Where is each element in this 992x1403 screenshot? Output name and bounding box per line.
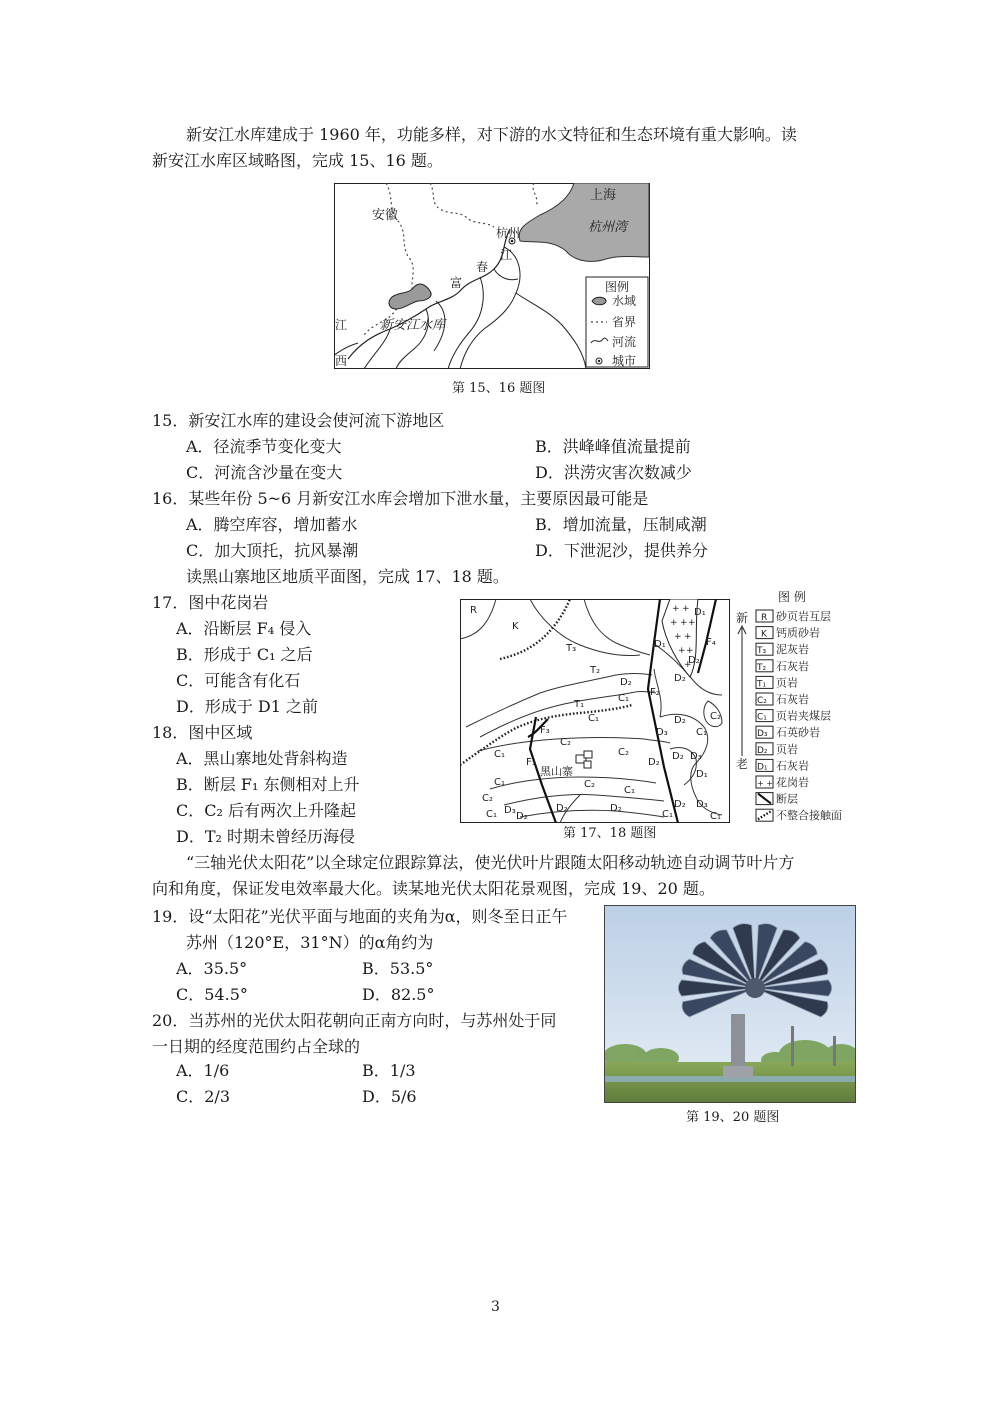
- q17-option-b: B．形成于 C₁ 之后: [176, 645, 313, 664]
- svg-text:+: +: [684, 632, 692, 642]
- legend-code: T₃: [757, 646, 767, 657]
- svg-text:C₂: C₂: [710, 711, 721, 722]
- legend-text: 石灰岩: [776, 659, 809, 673]
- legend-text: 不整合接触面: [776, 809, 842, 823]
- legend-text: 石灰岩: [776, 759, 809, 773]
- svg-text:+: +: [680, 618, 688, 628]
- q16-stem: 16．某些年份 5~6 月新安江水库会增加下泄水量，主要原因最可能是: [152, 489, 649, 508]
- q17-option-a: A．沿断层 F₄ 侵入: [176, 619, 312, 638]
- legend-old-label: 老: [736, 757, 749, 771]
- svg-text:D₂: D₂: [674, 715, 686, 726]
- svg-text:F₃: F₃: [540, 725, 550, 736]
- legend-text: 页岩夹煤层: [776, 709, 831, 723]
- intro-paragraph-line1: 新安江水库建成于 1960 年，功能多样，对下游的水文特征和生态环境有重大影响。读: [186, 125, 797, 144]
- svg-text:省界: 省界: [612, 315, 637, 329]
- legend-text: 断层: [776, 792, 798, 806]
- q19-option-a: A．35.5°: [176, 959, 248, 978]
- label-hangzhou: 杭州: [496, 226, 521, 240]
- svg-text:D₂: D₂: [620, 677, 632, 688]
- svg-text:C₂: C₂: [560, 737, 571, 748]
- svg-text:C₁: C₁: [618, 693, 629, 704]
- q15-option-b: B．洪峰峰值流量提前: [535, 437, 691, 456]
- label-reservoir: 新安江水库: [380, 318, 446, 333]
- svg-text:+: +: [670, 618, 678, 628]
- label-anhui: 安徽: [372, 208, 399, 223]
- label-jiang-west: 江: [335, 318, 348, 332]
- legend-text: 页岩: [776, 676, 798, 690]
- intro3-line1: “三轴光伏太阳花”以全球定位跟踪算法，使光伏叶片跟随太阳移动轨迹自动调节叶片方: [186, 853, 795, 872]
- legend-code: T₁: [757, 679, 767, 690]
- q16-option-c: C．加大顶托，抗风暴潮: [186, 541, 359, 560]
- intro3-line2: 向和角度，保证发电效率最大化。读某地光伏太阳花景观图，完成 19、20 题。: [152, 879, 715, 898]
- legend-code: K: [761, 629, 767, 640]
- svg-text:河流: 河流: [612, 335, 637, 349]
- svg-text:F₁: F₁: [526, 757, 536, 768]
- svg-text:+: +: [684, 660, 692, 670]
- q16-option-a: A．腾空库容，增加蓄水: [186, 515, 358, 534]
- legend-text: 钙质砂岩: [776, 626, 820, 640]
- svg-text:C₁: C₁: [486, 809, 497, 820]
- q20-option-a: A．1/6: [176, 1061, 230, 1080]
- q19-stem-line2: 苏州（120°E，31°N）的α角约为: [186, 933, 434, 952]
- label-jiang: 江: [500, 248, 513, 262]
- q19-stem-line1: 19．设“太阳花”光伏平面与地面的夹角为α，则冬至日正午: [152, 907, 568, 926]
- q18-option-c: C．C₂ 后有两次上升隆起: [176, 801, 356, 820]
- svg-text:C₁: C₁: [494, 749, 505, 760]
- water-swatch-icon: [592, 297, 606, 305]
- geology-legend: [734, 590, 856, 826]
- svg-text:C₁: C₁: [696, 727, 707, 738]
- svg-text:+: +: [686, 646, 694, 656]
- q18-option-a: A．黑山寨地处背斜构造: [176, 749, 348, 768]
- label-xi: 西: [335, 354, 348, 368]
- svg-text:城市: 城市: [612, 354, 637, 368]
- legend-text: 石灰岩: [776, 693, 809, 706]
- svg-text:C₁: C₁: [710, 811, 721, 822]
- q17-option-d: D．形成于 D1 之前: [176, 697, 319, 716]
- svg-text:D₂: D₂: [556, 803, 568, 814]
- legend-code: T₂: [757, 662, 767, 673]
- svg-text:D₂: D₂: [648, 757, 660, 768]
- q15-option-c: C．河流含沙量在变大: [186, 463, 343, 482]
- svg-text:D₁: D₁: [696, 769, 708, 780]
- map1-caption: 第 15、16 题图: [452, 381, 546, 396]
- svg-text:C₂: C₂: [482, 793, 493, 804]
- intro-paragraph-line2: 新安江水库区域略图，完成 15、16 题。: [152, 151, 443, 170]
- svg-text:D₃: D₃: [690, 751, 702, 762]
- svg-text:F₂: F₂: [650, 687, 660, 698]
- svg-text:D₂: D₂: [610, 803, 622, 814]
- label-heishanzhai: 黑山寨: [540, 765, 573, 778]
- legend-text: 页岩: [776, 742, 798, 756]
- svg-text:F₄: F₄: [706, 637, 716, 648]
- svg-text:D₃: D₃: [504, 805, 516, 816]
- q19-option-c: C．54.5°: [176, 985, 248, 1004]
- svg-text:+: +: [678, 646, 686, 656]
- legend-title: 图例: [605, 280, 630, 294]
- svg-text:C₁: C₁: [624, 785, 635, 796]
- q16-option-d: D．下泄泥沙，提供养分: [535, 541, 708, 560]
- legend-code: D₃: [757, 729, 768, 740]
- legend-code: D₂: [757, 745, 768, 756]
- legend-text: 石英砂岩: [776, 726, 820, 740]
- xinanjiang-map: [334, 183, 650, 369]
- legend-code: C₂: [757, 696, 767, 706]
- svg-text:C₁: C₁: [662, 809, 673, 820]
- legend-new-label: 新: [736, 611, 749, 625]
- svg-text:D₁: D₁: [654, 639, 666, 650]
- page-number: 3: [491, 1299, 500, 1315]
- q20-stem-line1: 20．当苏州的光伏太阳花朝向正南方向时，与苏州处于同: [152, 1011, 557, 1030]
- q19-option-d: D．82.5°: [362, 985, 435, 1004]
- svg-text:D₃: D₃: [656, 727, 668, 738]
- legend-code: C₁: [757, 712, 767, 723]
- svg-text:+: +: [682, 604, 690, 614]
- legend-code: D₁: [757, 762, 768, 773]
- q18-option-d: D．T₂ 时期未曾经历海侵: [176, 827, 356, 846]
- q15-option-a: A．径流季节变化变大: [186, 437, 342, 456]
- legend-text: 花岗岩: [776, 776, 809, 789]
- svg-text:D₂: D₂: [674, 799, 686, 810]
- q20-option-d: D．5/6: [362, 1087, 417, 1106]
- svg-text:C₁: C₁: [588, 713, 599, 724]
- svg-text:D₁: D₁: [694, 607, 706, 618]
- svg-text:D₂: D₂: [688, 655, 700, 666]
- label-fu: 富: [450, 276, 463, 290]
- svg-text:+: +: [672, 604, 680, 614]
- q15-stem: 15．新安江水库的建设会使河流下游地区: [152, 411, 445, 430]
- svg-text:+: +: [688, 618, 696, 628]
- svg-text:C₁: C₁: [494, 777, 505, 788]
- q16-option-b: B．增加流量，压制咸潮: [535, 515, 707, 534]
- q20-option-c: C．2/3: [176, 1087, 230, 1106]
- q15-option-d: D．洪涝灾害次数减少: [535, 463, 692, 482]
- geology-legend-title: 图 例: [778, 590, 806, 604]
- svg-text:C₂: C₂: [584, 779, 595, 790]
- q20-option-b: B．1/3: [362, 1061, 416, 1080]
- q20-stem-line2: 一日期的经度范围约占全球的: [152, 1037, 361, 1056]
- svg-text:T₃: T₃: [566, 643, 577, 654]
- svg-text:T₂: T₂: [590, 665, 601, 676]
- svg-text:D₂: D₂: [674, 673, 686, 684]
- q18-option-b: B．断层 F₁ 东侧相对上升: [176, 775, 360, 794]
- legend-rows: [756, 609, 842, 822]
- solar-flower-photo: [604, 905, 856, 1103]
- svg-text:R: R: [470, 605, 477, 616]
- svg-text:C₂: C₂: [618, 747, 629, 758]
- svg-text:+: +: [674, 632, 682, 642]
- svg-text:T₁: T₁: [574, 699, 585, 710]
- svg-text:D₂: D₂: [672, 751, 684, 762]
- q19-option-b: B．53.5°: [362, 959, 434, 978]
- map2-caption: 第 17、18 题图: [563, 826, 657, 841]
- svg-text:D₂: D₂: [516, 811, 528, 822]
- svg-text:D₃: D₃: [696, 799, 708, 810]
- legend-code: R: [761, 613, 768, 623]
- heishanzhai-geology-map: [460, 599, 730, 823]
- legend-text: 砂页岩互层: [776, 610, 831, 623]
- label-chun: 春: [476, 260, 489, 274]
- label-shanghai: 上海: [590, 188, 617, 203]
- intro2: 读黑山寨地区地质平面图，完成 17、18 题。: [186, 567, 509, 586]
- q18-stem: 18．图中区域: [152, 723, 253, 742]
- legend-code: + +: [757, 779, 773, 788]
- svg-text:K: K: [512, 621, 519, 632]
- legend-text: 泥灰岩: [776, 643, 809, 657]
- label-hangzhou-bay: 杭州湾: [588, 220, 628, 235]
- photo-caption: 第 19、20 题图: [686, 1110, 780, 1125]
- q17-stem: 17．图中花岗岩: [152, 593, 269, 612]
- map1-legend: [586, 277, 648, 368]
- q17-option-c: C．可能含有化石: [176, 671, 301, 690]
- svg-text:水域: 水域: [612, 294, 637, 308]
